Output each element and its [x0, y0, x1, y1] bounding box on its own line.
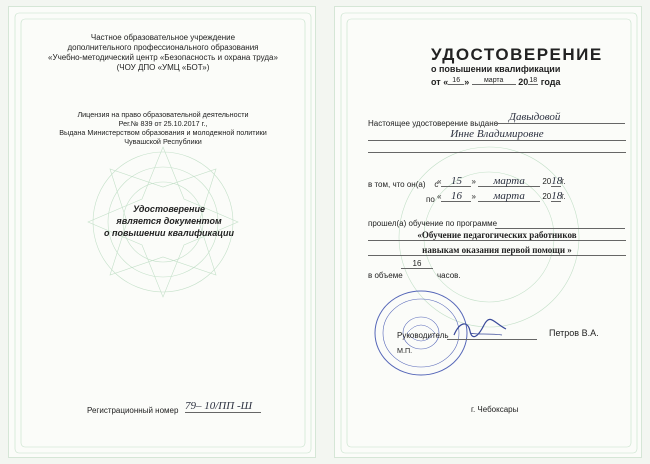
- date-year: 18: [529, 77, 538, 84]
- date-prefix: от: [431, 77, 441, 87]
- org-line: дополнительного профессионального образования: [67, 43, 259, 52]
- date-day: 16: [448, 77, 464, 85]
- period-from-date: « 15 » марта 2018г.: [437, 175, 566, 187]
- period-from-year: 18: [551, 175, 563, 187]
- year-suffix: г.: [561, 177, 566, 186]
- issued-label: Настоящее удостоверение выдано: [368, 119, 499, 128]
- date-month: марта: [472, 77, 516, 85]
- year-prefix: 20: [542, 192, 552, 201]
- reg-number-value: 79– 10/ПП -Ш: [185, 400, 261, 413]
- program-line-1: «Обучение педагогических работников: [368, 230, 626, 241]
- reg-number-label: Регистрационный номер: [87, 406, 179, 415]
- note-line: является документом: [116, 216, 222, 226]
- certificate-subtitle: о повышении квалификации: [431, 64, 561, 74]
- left-page: [8, 6, 316, 458]
- program-label: прошел(а) обучение по программе: [368, 219, 498, 228]
- period-from-day: 15: [441, 176, 471, 187]
- org-line: «Учебно-методический центр «Безопасность и охрана труда»: [48, 53, 278, 62]
- license-block: [19, 110, 307, 146]
- period-from-month: марта: [478, 176, 540, 187]
- program-line-2: навыкам оказания первой помощи »: [368, 245, 626, 256]
- date-suffix: года: [540, 77, 561, 87]
- org-line: (ЧОУ ДПО «УМЦ «БОТ»): [116, 63, 210, 72]
- period-to-year: 18: [551, 190, 563, 202]
- org-block: [19, 33, 307, 73]
- license-line: Лицензия на право образовательной деятельности: [77, 110, 249, 119]
- city: г. Чебоксары: [471, 405, 519, 414]
- date-year-prefix: 20: [518, 77, 529, 87]
- certificate-title: УДОСТОВЕРЕНИЕ: [431, 45, 603, 64]
- recipient-given-names: Инне Владимировне: [368, 128, 626, 141]
- certificate-date: от « 16 » марта 2018 года: [431, 77, 561, 87]
- head-name: Петров В.А.: [549, 328, 599, 338]
- volume-label: в объеме: [368, 271, 403, 280]
- volume-unit: часов.: [437, 271, 461, 280]
- note-line: Удостоверение: [133, 204, 205, 214]
- recipient-surname: Давыдовой: [495, 111, 625, 124]
- period-to-label: по: [426, 195, 435, 204]
- license-line: Рег.№ 839 от 25.10.2017 г.,: [118, 119, 208, 128]
- period-to-day: 16: [441, 191, 471, 202]
- right-page: [334, 6, 642, 458]
- period-from-label: в том, что он(а) с: [368, 180, 439, 189]
- org-line: Частное образовательное учреждение: [90, 33, 236, 42]
- blank-line: [368, 151, 626, 153]
- period-to-date: « 16 » марта 2018г.: [437, 190, 566, 202]
- note-line: о повышении квалификации: [103, 228, 235, 238]
- license-line: Чувашской Республики: [124, 137, 202, 146]
- license-line: Выдана Министерством образования и молодежной политики: [59, 128, 267, 137]
- signature: [450, 317, 510, 341]
- period-to-month: марта: [478, 191, 540, 202]
- stamp-label: М.П.: [397, 346, 413, 355]
- year-prefix: 20: [542, 177, 552, 186]
- year-suffix: г.: [561, 192, 566, 201]
- program-label-line: [495, 227, 625, 229]
- head-label: Руководитель: [397, 331, 449, 340]
- document-note: [69, 203, 269, 239]
- volume-value: 16: [401, 259, 433, 269]
